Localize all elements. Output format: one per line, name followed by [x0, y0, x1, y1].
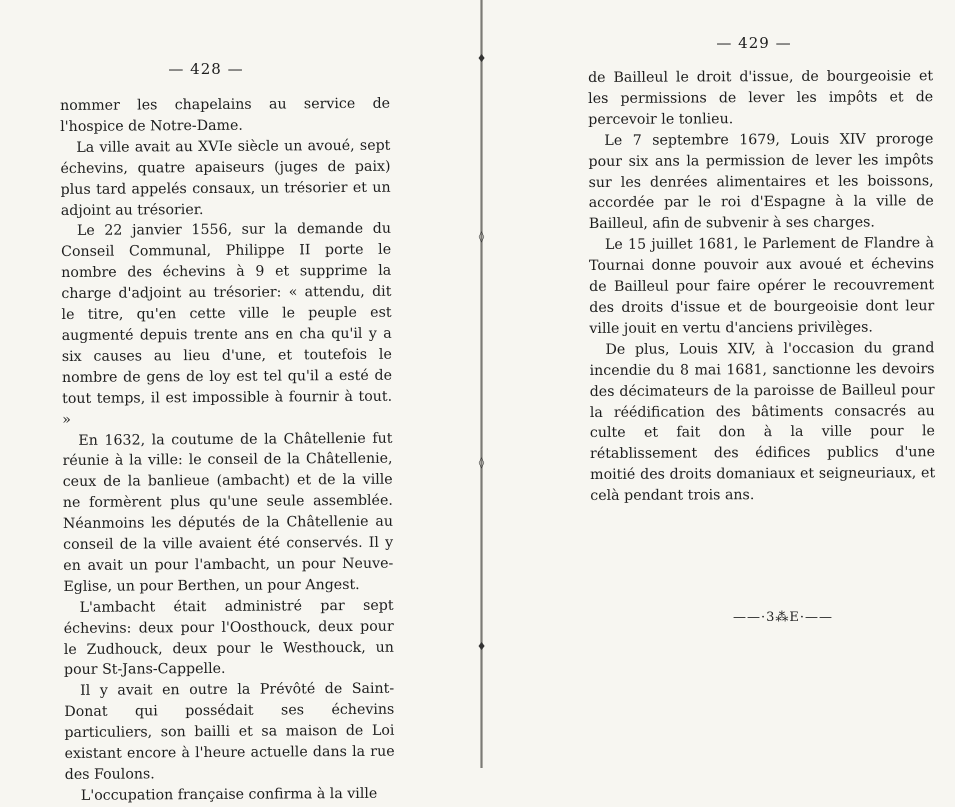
gutter-ornament-icon: ♦ [476, 52, 487, 65]
left-page [0, 0, 478, 804]
end-ornament: ——·3⁂E·—— [732, 610, 834, 625]
gutter-ornament-icon: ◊ [478, 456, 485, 469]
paragraph: Le 22 janvier 1556, sur la demande du Conseil Communal, Philippe II porte le nombre des échevins à 9 et supprime la charge d'adjoint au trésorier: « attendu, dit le titre, qu'en cette ville le peuple est augmenté depuis trente ans en cha qu'il y a six causes au lieu d'une, et toutefois le nombre de gens de loy est tel qu'il a esté de tout temps, il est impossible à fournir à tout. » [61, 221, 393, 428]
gutter-ornament-icon: ♦ [476, 640, 487, 653]
paragraph: Le 7 septembre 1679, Louis XIV proroge pour six ans la permission de lever les impôts sur les denrées alimentaires et les boissons, accordée par le roi d'Espagne à la ville de Bailleul, afin de subvenir à ses charges. [588, 130, 934, 233]
left-page-text [60, 94, 395, 807]
right-page-text [588, 66, 935, 507]
paragraph: nommer les chapelains au service de l'hospice de Notre-Dame. [60, 95, 391, 135]
paragraph: L'ambacht était administré par sept échevins: deux pour l'Oosthouck, deux pour le Zudhouck, deux pour le Westhouck, un pour St-Jans-Cappelle. [63, 597, 394, 679]
paragraph: La ville avait au XVIe siècle un avoué, sept échevins, quatre apaiseurs (juges de paix) plus tard appelés consaux, un trésorier et un adjoint au trésorier. [60, 137, 391, 219]
page-number-428: — 428 — [168, 60, 244, 78]
paragraph: L'occupation française confirma à la ville [80, 785, 378, 804]
gutter-ornament-icon: ◊ [478, 230, 485, 243]
paragraph: Il y avait en outre la Prévôté de Saint-Donat qui possédait ses échevins particuliers, son bailli et sa maison de Loi existant encore à l'heure actuelle dans la rue des Foulons. [64, 681, 395, 783]
page-number-429: — 429 — [716, 34, 792, 52]
paragraph: De plus, Louis XIV, à l'occasion du grand incendie du 8 mai 1681, sanctionne les devoirs des décimateurs de la paroisse de Bailleul pour la réédification des bâtiments consacrés au culte et fait don à la ville pour le rétablissement des édifices publics d'une moitié des droits domaniaux et seigneuriaux, et celà pendant trois ans. [589, 339, 936, 505]
paragraph: Le 15 juillet 1681, le Parlement de Flandre à Tournai donne pouvoir aux avoué et échevins de Bailleul pour faire opérer le recouvrement des droits d'issue et de bourgeoisie dont leur ville jouit en vertu d'anciens privilèges. [588, 235, 935, 337]
right-page [484, 0, 955, 768]
paragraph: de Bailleul le droit d'issue, de bourgeoisie et les permissions de lever les impôts et de percevoir le tonlieu. [588, 68, 934, 128]
paragraph: En 1632, la coutume de la Châtellenie fut réunie à la ville: le conseil de la Châtellenie, ceux de la banlieue (ambacht) et de la ville ne formèrent plus qu'une seule assemblée. Néanmoins les députés de la Châtellenie au conseil de la ville avaient été conservés. Il y en avait un pour l'ambacht, un pour Neuve-Eglise, un pour Berthen, un pour Angest. [62, 430, 394, 595]
